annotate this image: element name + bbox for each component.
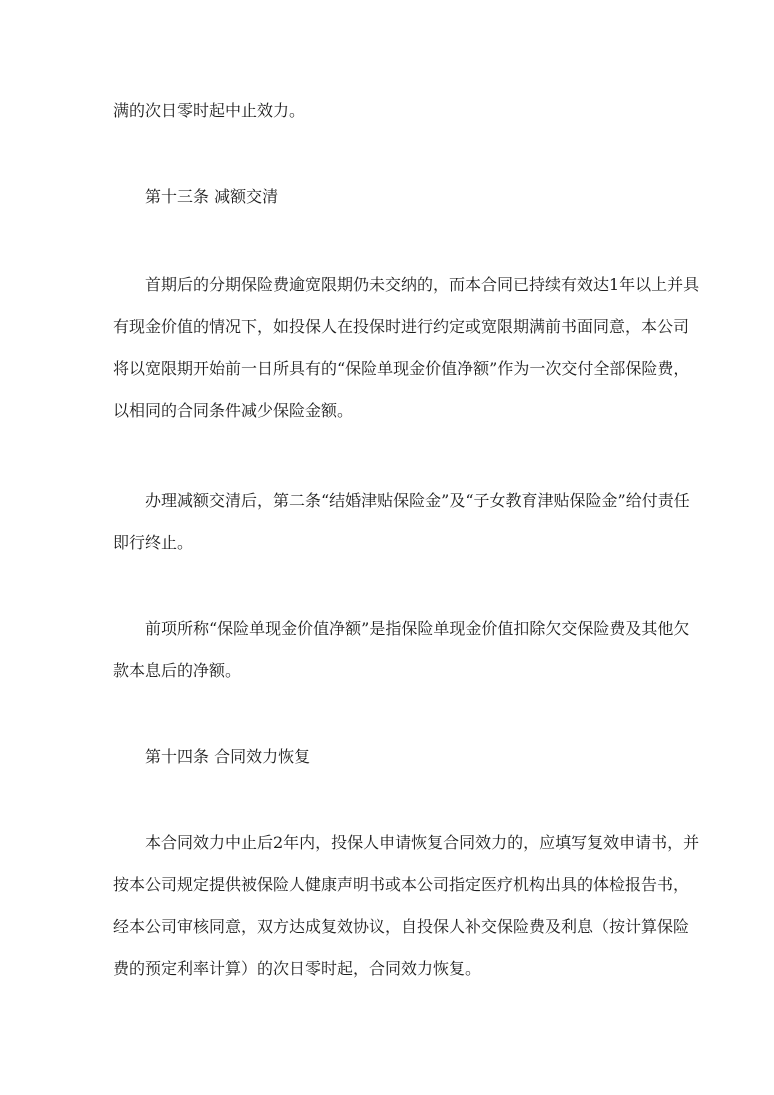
paragraph-reduced-paidup	[113, 264, 700, 432]
text-line: 即行终止。	[113, 533, 194, 552]
text-line: 按本公司规定提供被保险人健康声明书或本公司指定医疗机构出具的体检报告书，	[113, 875, 690, 894]
paragraph-definition	[113, 608, 690, 692]
text-line: 满的次日零时起中止效力。	[113, 101, 306, 120]
text-line: 有现金价值的情况下，如投保人在投保时进行约定或宽限期满前书面同意，本公司	[113, 317, 690, 336]
paragraph-reinstatement	[113, 822, 700, 990]
text-line: 费的预定利率计算）的次日零时起，合同效力恢复。	[113, 959, 482, 978]
text-line: 前项所称“保险单现金价值净额”是指保险单现金价值扣除欠交保险费及其他欠	[145, 619, 690, 638]
text-line: 经本公司审核同意，双方达成复效协议，自投保人补交保险费及利息（按计算保险	[113, 917, 690, 936]
section-heading: 第十三条 减额交清	[145, 187, 279, 206]
paragraph-continuation	[113, 90, 665, 132]
section-heading: 第十四条 合同效力恢复	[145, 747, 311, 766]
text-line: 办理减额交清后，第二条“结婚津贴保险金”及“子女教育津贴保险金”给付责任	[145, 491, 690, 510]
text-line: 首期后的分期保险费逾宽限期仍未交纳的，而本合同已持续有效达1年以上并具	[145, 275, 700, 294]
article-14-heading	[113, 736, 665, 778]
paragraph-termination	[113, 480, 690, 564]
text-line: 本合同效力中止后2年内，投保人申请恢复合同效力的，应填写复效申请书，并	[145, 833, 700, 852]
text-line: 款本息后的净额。	[113, 661, 242, 680]
text-line: 将以宽限期开始前一日所具有的“保险单现金价值净额”作为一次交付全部保险费，	[113, 359, 690, 378]
article-13-heading	[113, 176, 665, 218]
text-line: 以相同的合同条件减少保险金额。	[113, 401, 354, 420]
